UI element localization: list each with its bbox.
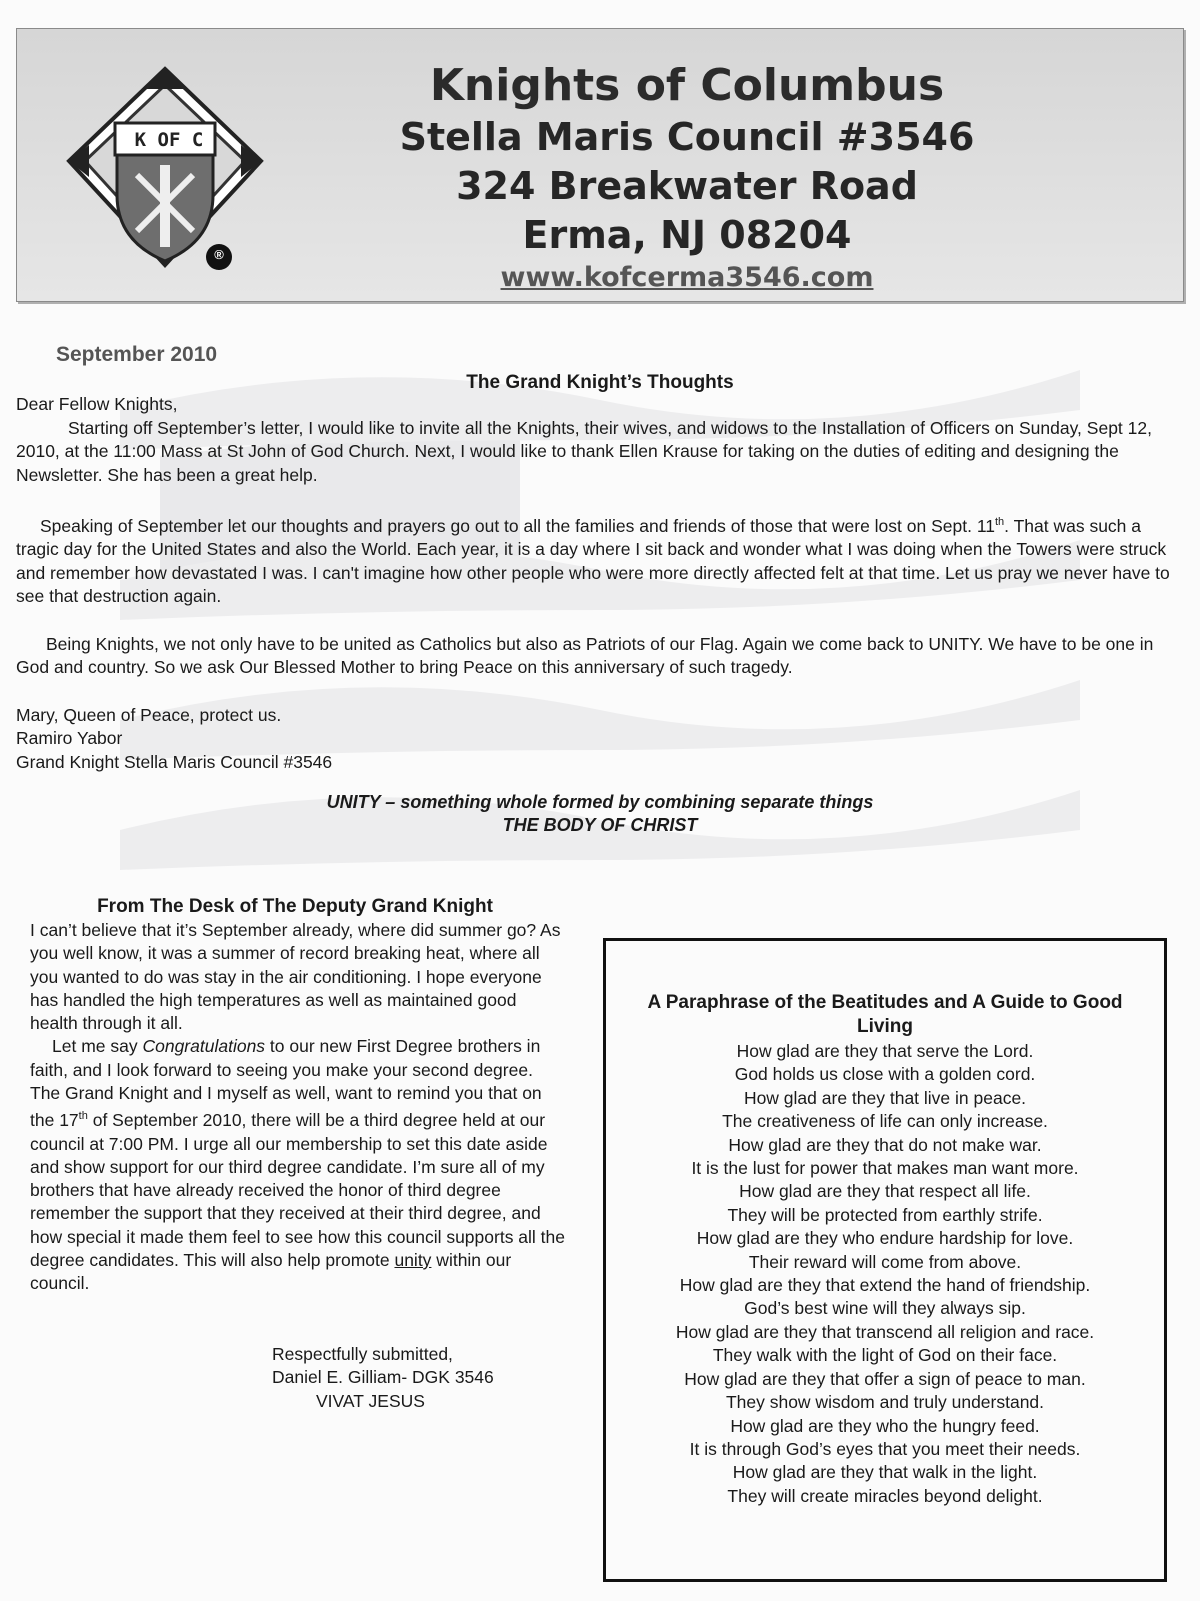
salutation: Dear Fellow Knights, <box>16 394 178 414</box>
issue-date: September 2010 <box>56 343 218 366</box>
beatitude-line: It is the lust for power that makes man want more. <box>691 1158 1079 1179</box>
signer-name: Ramiro Yabor <box>16 728 123 749</box>
beatitude-line: Their reward will come from above. <box>748 1251 1022 1272</box>
beatitude-line: They show wisdom and truly understand. <box>725 1392 1045 1413</box>
org-title: Knights of Columbus <box>429 60 945 111</box>
beatitude-line: How glad are they that transcend all religion and race. <box>675 1321 1095 1342</box>
beatitude-line: How glad are they that respect all life. <box>739 1181 1031 1202</box>
knights-of-columbus-emblem-icon <box>65 65 265 277</box>
city-state-zip: Erma, NJ 08204 <box>522 213 852 257</box>
sign-off: Respectfully submitted, <box>272 1344 453 1364</box>
beatitude-line: How glad are they who the hungry feed. <box>730 1415 1040 1436</box>
dgk-name: Daniel E. Gilliam- DGK 3546 <box>272 1367 494 1388</box>
council-name: Stella Maris Council #3546 <box>399 115 975 159</box>
deputy-grand-knight-letter <box>30 919 565 1296</box>
vivat-jesus: VIVAT JESUS <box>316 1390 425 1411</box>
beatitude-line: It is through God’s eyes that you meet their needs. <box>689 1438 1081 1459</box>
unity-quote <box>0 791 1200 837</box>
beatitudes-title: A Paraphrase of the Beatitudes and A Guide to Good Living <box>647 992 1123 1037</box>
beatitude-line: How glad are they that offer a sign of peace to man. <box>684 1368 1086 1389</box>
beatitude-line: They will be protected from earthly strife. <box>727 1204 1043 1225</box>
website-link[interactable]: www.kofcerma3546.com <box>500 262 874 293</box>
beatitude-line: How glad are they that walk in the light. <box>732 1462 1038 1483</box>
beatitude-line: They walk with the light of God on their face. <box>712 1345 1058 1366</box>
beatitudes-box <box>603 938 1167 1582</box>
beatitude-line: How glad are they that serve the Lord. <box>736 1041 1034 1061</box>
gk-paragraph-1: Starting off September’s letter, I would like to invite all the Knights, their wives, and widows to the Installation of Officers on Sunday, Sept 12, 2010, at the 11:00 Mass at St John of God Church. Next, I would like to thank Ellen Krause for taking on the duties of editing and designing the Newsletter. She has been a great help. <box>16 417 1152 485</box>
emblem-text: K OF C <box>134 129 204 151</box>
closing-prayer: Mary, Queen of Peace, protect us. <box>16 704 282 725</box>
beatitude-line: God holds us close with a golden cord. <box>734 1064 1036 1085</box>
beatitude-line: How glad are they that live in peace. <box>743 1087 1027 1108</box>
grand-knight-letter <box>16 393 1182 774</box>
body-of-christ: THE BODY OF CHRIST <box>502 815 698 835</box>
dgk-paragraph-1: I can’t believe that it’s September already, where did summer go? As you well know, it was a summer of record breaking heat, where all you wanted to do was stay in the air conditioning. I hope everyone has handled the high temperatures as well as maintained good health through it all. <box>30 920 561 1034</box>
beatitude-line: God’s best wine will they always sip. <box>744 1298 1026 1319</box>
signer-title: Grand Knight Stella Maris Council #3546 <box>16 751 333 772</box>
beatitude-line: The creativeness of life can only increase. <box>722 1111 1048 1132</box>
deputy-grand-knight-heading: From The Desk of The Deputy Grand Knight <box>97 896 493 917</box>
street-address: 324 Breakwater Road <box>456 164 918 208</box>
beatitude-line: How glad are they that extend the hand of friendship. <box>679 1275 1091 1296</box>
gk-paragraph-2: Speaking of September let our thoughts and prayers go out to all the families and friends of those that were lost on Sept. 11th. That was such a tragic day for the United States and also the World. Each year, it is a day where I sit back and wonder what I was doing when the Towers were struck and remember how devastated I was. I can't imagine how other people who were more directly affected felt at that time. Let us pray we never have to see that destruction again. <box>16 515 1170 607</box>
unity-definition: UNITY – something whole formed by combining separate things <box>326 792 874 812</box>
gk-paragraph-3: Being Knights, we not only have to be united as Catholics but also as Patriots of our Flag. Again we come back to UNITY. We have to be one in God and country. So we ask Our Blessed Mother to bring Peace on this anniversary of such tragedy. <box>16 633 1154 678</box>
dgk-paragraph-2: Let me say Congratulations to our new First Degree brothers in faith, and I look forward to seeing you make your second degree. The Grand Knight and I myself as well, want to remind you that on the 17th of September 2010, there will be a third degree held at our council at 7:00 PM. I urge all our membership to set this date aside and show support for our third degree candidate. I’m sure all of my brothers that have already received the honor of third degree remember the support that they received at their third degree, and how special it made them feel to see how this council supports all the degree candidates. This will also help promote unity within our council. <box>30 1036 566 1294</box>
beatitude-line: How glad are they who endure hardship for love. <box>696 1228 1074 1249</box>
registered-mark: ® <box>214 247 224 262</box>
grand-knight-heading: The Grand Knight’s Thoughts <box>466 372 734 393</box>
beatitude-line: How glad are they that do not make war. <box>728 1134 1042 1155</box>
dgk-signature <box>272 1343 494 1413</box>
masthead <box>16 28 1184 302</box>
beatitudes-lines <box>620 1040 1150 1508</box>
beatitude-line: They will create miracles beyond delight. <box>727 1485 1043 1506</box>
